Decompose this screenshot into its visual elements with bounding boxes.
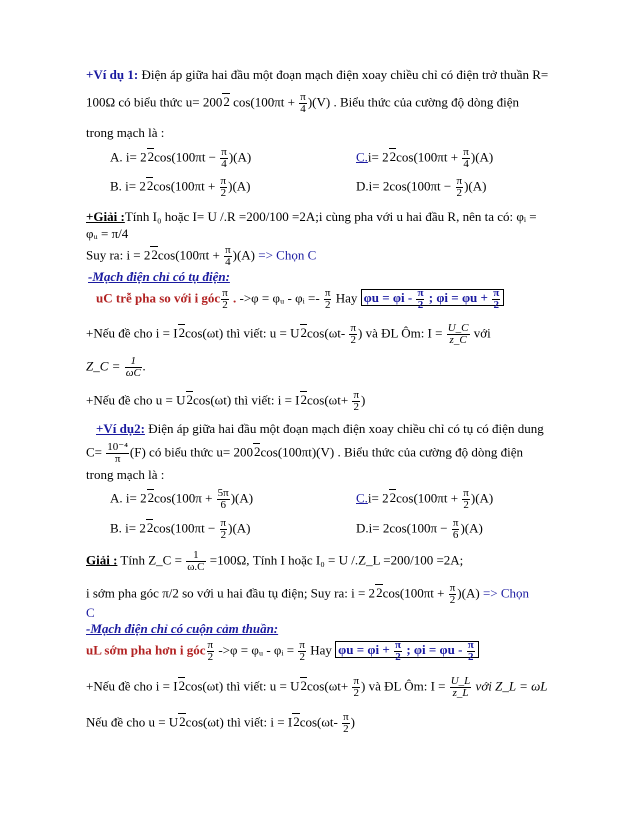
- text: A. i= 2: [110, 490, 147, 506]
- text: ->φ = φᵤ - φᵢ =: [215, 642, 298, 658]
- inductor-rule-2: [86, 712, 355, 735]
- text: cos(ωt) thì viết: u = U: [185, 325, 300, 341]
- text: )(A): [232, 247, 259, 263]
- text: cos(100πt −: [154, 149, 220, 165]
- sqrt: 2: [223, 94, 230, 110]
- num: π: [225, 244, 231, 256]
- num: π: [353, 675, 360, 687]
- den: 2: [449, 594, 456, 606]
- text: φu = φi -: [363, 290, 416, 306]
- text: cos(ωt) thì viết: i = I: [185, 714, 293, 730]
- fraction: [352, 676, 360, 699]
- example-2-question: trong mạch là :: [86, 467, 165, 482]
- text: B. i= 2: [110, 178, 146, 194]
- num: π: [350, 322, 356, 334]
- fraction: [352, 390, 360, 413]
- fraction: [492, 288, 500, 311]
- num: 5π: [217, 487, 229, 499]
- text: )(A): [457, 585, 483, 601]
- text: i= 2: [367, 149, 389, 165]
- text: cos(ωt-: [307, 325, 349, 341]
- sqrt: 2: [179, 714, 186, 730]
- option-a: [110, 488, 253, 511]
- num: π: [222, 287, 228, 299]
- sqrt: 2: [147, 149, 155, 165]
- option-a: [110, 147, 251, 170]
- fraction: [456, 176, 464, 199]
- text: Nếu đề cho u = U: [86, 714, 179, 730]
- sqrt: 2: [178, 325, 186, 341]
- den: 2: [350, 334, 356, 346]
- fraction: [462, 488, 470, 511]
- text: ): [361, 392, 366, 408]
- text: (F) có biểu thức u= 200: [129, 444, 253, 460]
- num: π: [207, 639, 214, 651]
- option-d: [356, 176, 486, 199]
- fraction: [106, 442, 129, 465]
- text: 100Ω có biểu thức u= 200: [86, 94, 223, 110]
- den: 2: [207, 651, 214, 663]
- text: )(A): [228, 149, 252, 165]
- sqrt: 2: [146, 178, 154, 194]
- text: C=: [86, 444, 106, 460]
- fraction: [298, 640, 306, 663]
- num: π: [467, 639, 474, 651]
- solution-2-result: [86, 583, 529, 606]
- text: )(A): [228, 178, 251, 194]
- solution-label: Giải :: [86, 552, 118, 568]
- solution-1: [86, 208, 537, 226]
- capacitive-reactance: Z_C = $\frac{1}{\omega C}$ .: [86, 355, 147, 379]
- num: π: [221, 146, 227, 158]
- den: 4: [300, 103, 306, 115]
- text: cos(100πt +: [153, 178, 219, 194]
- solution-1-result: [86, 245, 316, 268]
- den: 2: [299, 651, 305, 663]
- solution-2-answer: C: [86, 605, 95, 620]
- inductor-phase: [86, 640, 479, 663]
- text: cos(100πt +: [382, 585, 448, 601]
- text: cos(ωt+: [307, 678, 352, 694]
- den: ω.C: [187, 561, 205, 573]
- phase-box: [361, 287, 505, 311]
- text: cos(100πt)(V) . Biểu thức của cường độ dòng điện: [260, 444, 524, 460]
- text: ->φ = φᵤ - φᵢ =-: [239, 290, 323, 306]
- text: cos(ωt) thì viết: i = I: [193, 392, 300, 408]
- phase-box: [335, 639, 479, 663]
- text: cos(100πt +: [157, 247, 224, 263]
- text: )(A): [228, 520, 251, 536]
- num: π: [456, 175, 463, 187]
- text: )(A): [230, 490, 254, 506]
- fraction: [467, 640, 475, 663]
- option-b: [110, 176, 251, 199]
- text: cos(100πt +: [396, 149, 462, 165]
- den: 6: [452, 529, 459, 541]
- text: cos(ωt) thì viết: u = U: [185, 678, 300, 694]
- sqrt: 2: [376, 585, 383, 601]
- num: π: [452, 517, 459, 529]
- text: Z_C =: [86, 358, 124, 374]
- capacitor-rule-1: [86, 323, 491, 346]
- den: π: [106, 453, 129, 465]
- num: U_C: [447, 322, 469, 334]
- example-2-label: +Ví dụ2:: [96, 421, 145, 436]
- capacitor-phase: [96, 288, 504, 311]
- num: π: [300, 91, 306, 103]
- num: π: [343, 711, 349, 723]
- text: uC trễ pha so với i góc: [96, 290, 221, 306]
- den: 2: [467, 651, 474, 663]
- example-1-expression: [86, 92, 519, 115]
- text: cos(100πt +: [396, 490, 462, 506]
- num: π: [220, 175, 227, 187]
- text: )(A): [460, 520, 483, 536]
- num: π: [220, 517, 227, 529]
- fraction: [125, 356, 142, 379]
- text: D.i= 2cos(100π −: [356, 520, 451, 536]
- text: với: [470, 325, 491, 341]
- text: D.i= 2cos(100πt −: [356, 178, 455, 194]
- fraction: [342, 712, 350, 735]
- text: .: [229, 290, 240, 306]
- option-c: [356, 147, 493, 170]
- sqrt: 2: [300, 392, 308, 408]
- num: U_L: [450, 675, 471, 687]
- text: cos(100πt −: [153, 520, 219, 536]
- option-b: [110, 518, 251, 541]
- text: +Nếu đề cho u = U: [86, 392, 186, 408]
- den: 2: [353, 401, 359, 413]
- sqrt: 2: [186, 392, 193, 408]
- num: π: [463, 146, 469, 158]
- text: i sớm pha góc π/2 so với u hai đầu tụ điện; Suy ra: i = 2: [86, 585, 376, 601]
- num: π: [395, 639, 402, 651]
- sqrt: 2: [293, 714, 300, 730]
- fraction: [224, 245, 232, 268]
- den: 2: [222, 299, 228, 311]
- solution-label: +Giải :: [86, 209, 125, 224]
- fraction: [462, 147, 470, 170]
- fraction: [394, 640, 402, 663]
- den: 2: [395, 651, 401, 663]
- sqrt: 2: [146, 520, 154, 536]
- text: Hay: [332, 290, 361, 306]
- text: C.: [356, 149, 368, 165]
- fraction: [449, 583, 457, 606]
- sqrt: 2: [253, 444, 261, 460]
- fraction: [220, 176, 228, 199]
- text: C.: [356, 490, 368, 506]
- example-1-heading: [86, 66, 548, 84]
- num: π: [463, 487, 469, 499]
- text: i= 2: [367, 490, 389, 506]
- option-d: [356, 518, 483, 541]
- text: Suy ra: i = 2: [86, 247, 151, 263]
- solution-2: [86, 550, 463, 573]
- text: ) và ĐL Ôm: I =: [358, 325, 446, 341]
- fraction: [452, 518, 460, 541]
- solution-1-line2: φᵤ = π/4: [86, 226, 129, 241]
- den: 2: [220, 529, 227, 541]
- text: cos(ωt+: [307, 392, 352, 408]
- num: π: [417, 287, 424, 299]
- sqrt: 2: [151, 247, 158, 263]
- den: 6: [217, 499, 230, 511]
- fraction: [450, 676, 472, 699]
- capacitor-section-title: -Mạch điện chỉ có tụ điện:: [88, 269, 230, 284]
- fraction: [207, 640, 215, 663]
- den: 4: [221, 158, 227, 170]
- example-2-expression: [86, 442, 523, 465]
- den: 2: [353, 687, 359, 699]
- capacitor-rule-2: [86, 390, 365, 413]
- text: B. i= 2: [110, 520, 146, 536]
- sqrt: 2: [178, 678, 186, 694]
- answer: => Chọn C: [258, 247, 317, 263]
- fraction: [416, 288, 424, 311]
- den: 2: [343, 723, 349, 735]
- num: 1: [193, 549, 199, 561]
- text: ; φi = φu +: [425, 290, 492, 306]
- text: Điện áp giữa hai đầu một đoạn mạch điện xoay chiều chỉ có tụ có điện dung: [144, 421, 544, 436]
- fraction: [447, 323, 470, 346]
- text: ): [350, 714, 355, 730]
- text: )(V) . Biểu thức của cường độ dòng điện: [307, 94, 520, 110]
- example-1-question: trong mạch là :: [86, 125, 165, 140]
- text: A. i= 2: [110, 149, 147, 165]
- fraction: [220, 147, 228, 170]
- text: cos(100πt +: [229, 94, 299, 110]
- den: 4: [463, 158, 469, 170]
- den: 2: [463, 499, 469, 511]
- fraction: [349, 323, 357, 346]
- num: 1: [130, 355, 136, 367]
- den: 2: [456, 187, 463, 199]
- text: ; φi = φu -: [403, 642, 466, 658]
- text: )(A): [470, 149, 494, 165]
- inductor-rule-1: [86, 676, 548, 699]
- text: Tính Z_C =: [117, 552, 186, 568]
- text: cos(ωt-: [299, 714, 342, 730]
- fraction: [217, 488, 230, 511]
- num: π: [353, 389, 359, 401]
- text: =100Ω, Tính I hoặc I₀ = U /.Z_L =200/100 =2A;: [206, 552, 464, 568]
- sqrt: 2: [300, 325, 308, 341]
- num: π: [299, 639, 305, 651]
- sqrt: 2: [300, 678, 308, 694]
- den: 2: [417, 299, 424, 311]
- example-1-intro: Điện áp giữa hai đầu một đoạn mạch điện xoay chiều chỉ có điện trở thuần R=: [138, 67, 549, 82]
- fraction: [324, 288, 332, 311]
- text: )(A): [464, 178, 487, 194]
- fraction: [220, 518, 228, 541]
- num: π: [449, 582, 456, 594]
- num: π: [493, 287, 500, 299]
- sqrt: 2: [389, 490, 397, 506]
- text: ) và ĐL Ôm: I =: [361, 678, 449, 694]
- sqrt: 2: [389, 149, 397, 165]
- num: π: [324, 287, 331, 299]
- option-c: [356, 488, 493, 511]
- den: 2: [324, 299, 331, 311]
- fraction: [186, 550, 205, 573]
- den: ωC: [125, 367, 141, 379]
- sqrt: 2: [147, 490, 155, 506]
- text: +Nếu đề cho i = I: [86, 678, 178, 694]
- text: uL sớm pha hơn i góc: [86, 642, 206, 658]
- text: với Z_L = ωL: [472, 678, 548, 694]
- den: z_L: [450, 687, 472, 699]
- text: φu = φi +: [338, 642, 394, 658]
- num: 10⁻⁴: [107, 441, 128, 453]
- example-2-heading: [96, 420, 544, 438]
- den: 4: [225, 256, 231, 268]
- text: cos(100π +: [154, 490, 216, 506]
- example-1-label: +Ví dụ 1:: [86, 67, 139, 82]
- text: Tính I₀ hoặc I= U /.R =200/100 =2A;i cùng pha với u hai đầu R, nên ta có: φᵢ =: [124, 209, 537, 224]
- fraction: [299, 92, 307, 115]
- text: Hay: [306, 642, 336, 658]
- answer: => Chọn: [482, 585, 530, 601]
- den: z_C: [447, 334, 470, 346]
- text: +Nếu đề cho i = I: [86, 325, 178, 341]
- text: )(A): [470, 490, 494, 506]
- den: 2: [220, 187, 227, 199]
- fraction: [221, 288, 229, 311]
- inductor-section-title: -Mạch điện chỉ có cuộn cảm thuần:: [86, 621, 279, 636]
- den: 2: [493, 299, 499, 311]
